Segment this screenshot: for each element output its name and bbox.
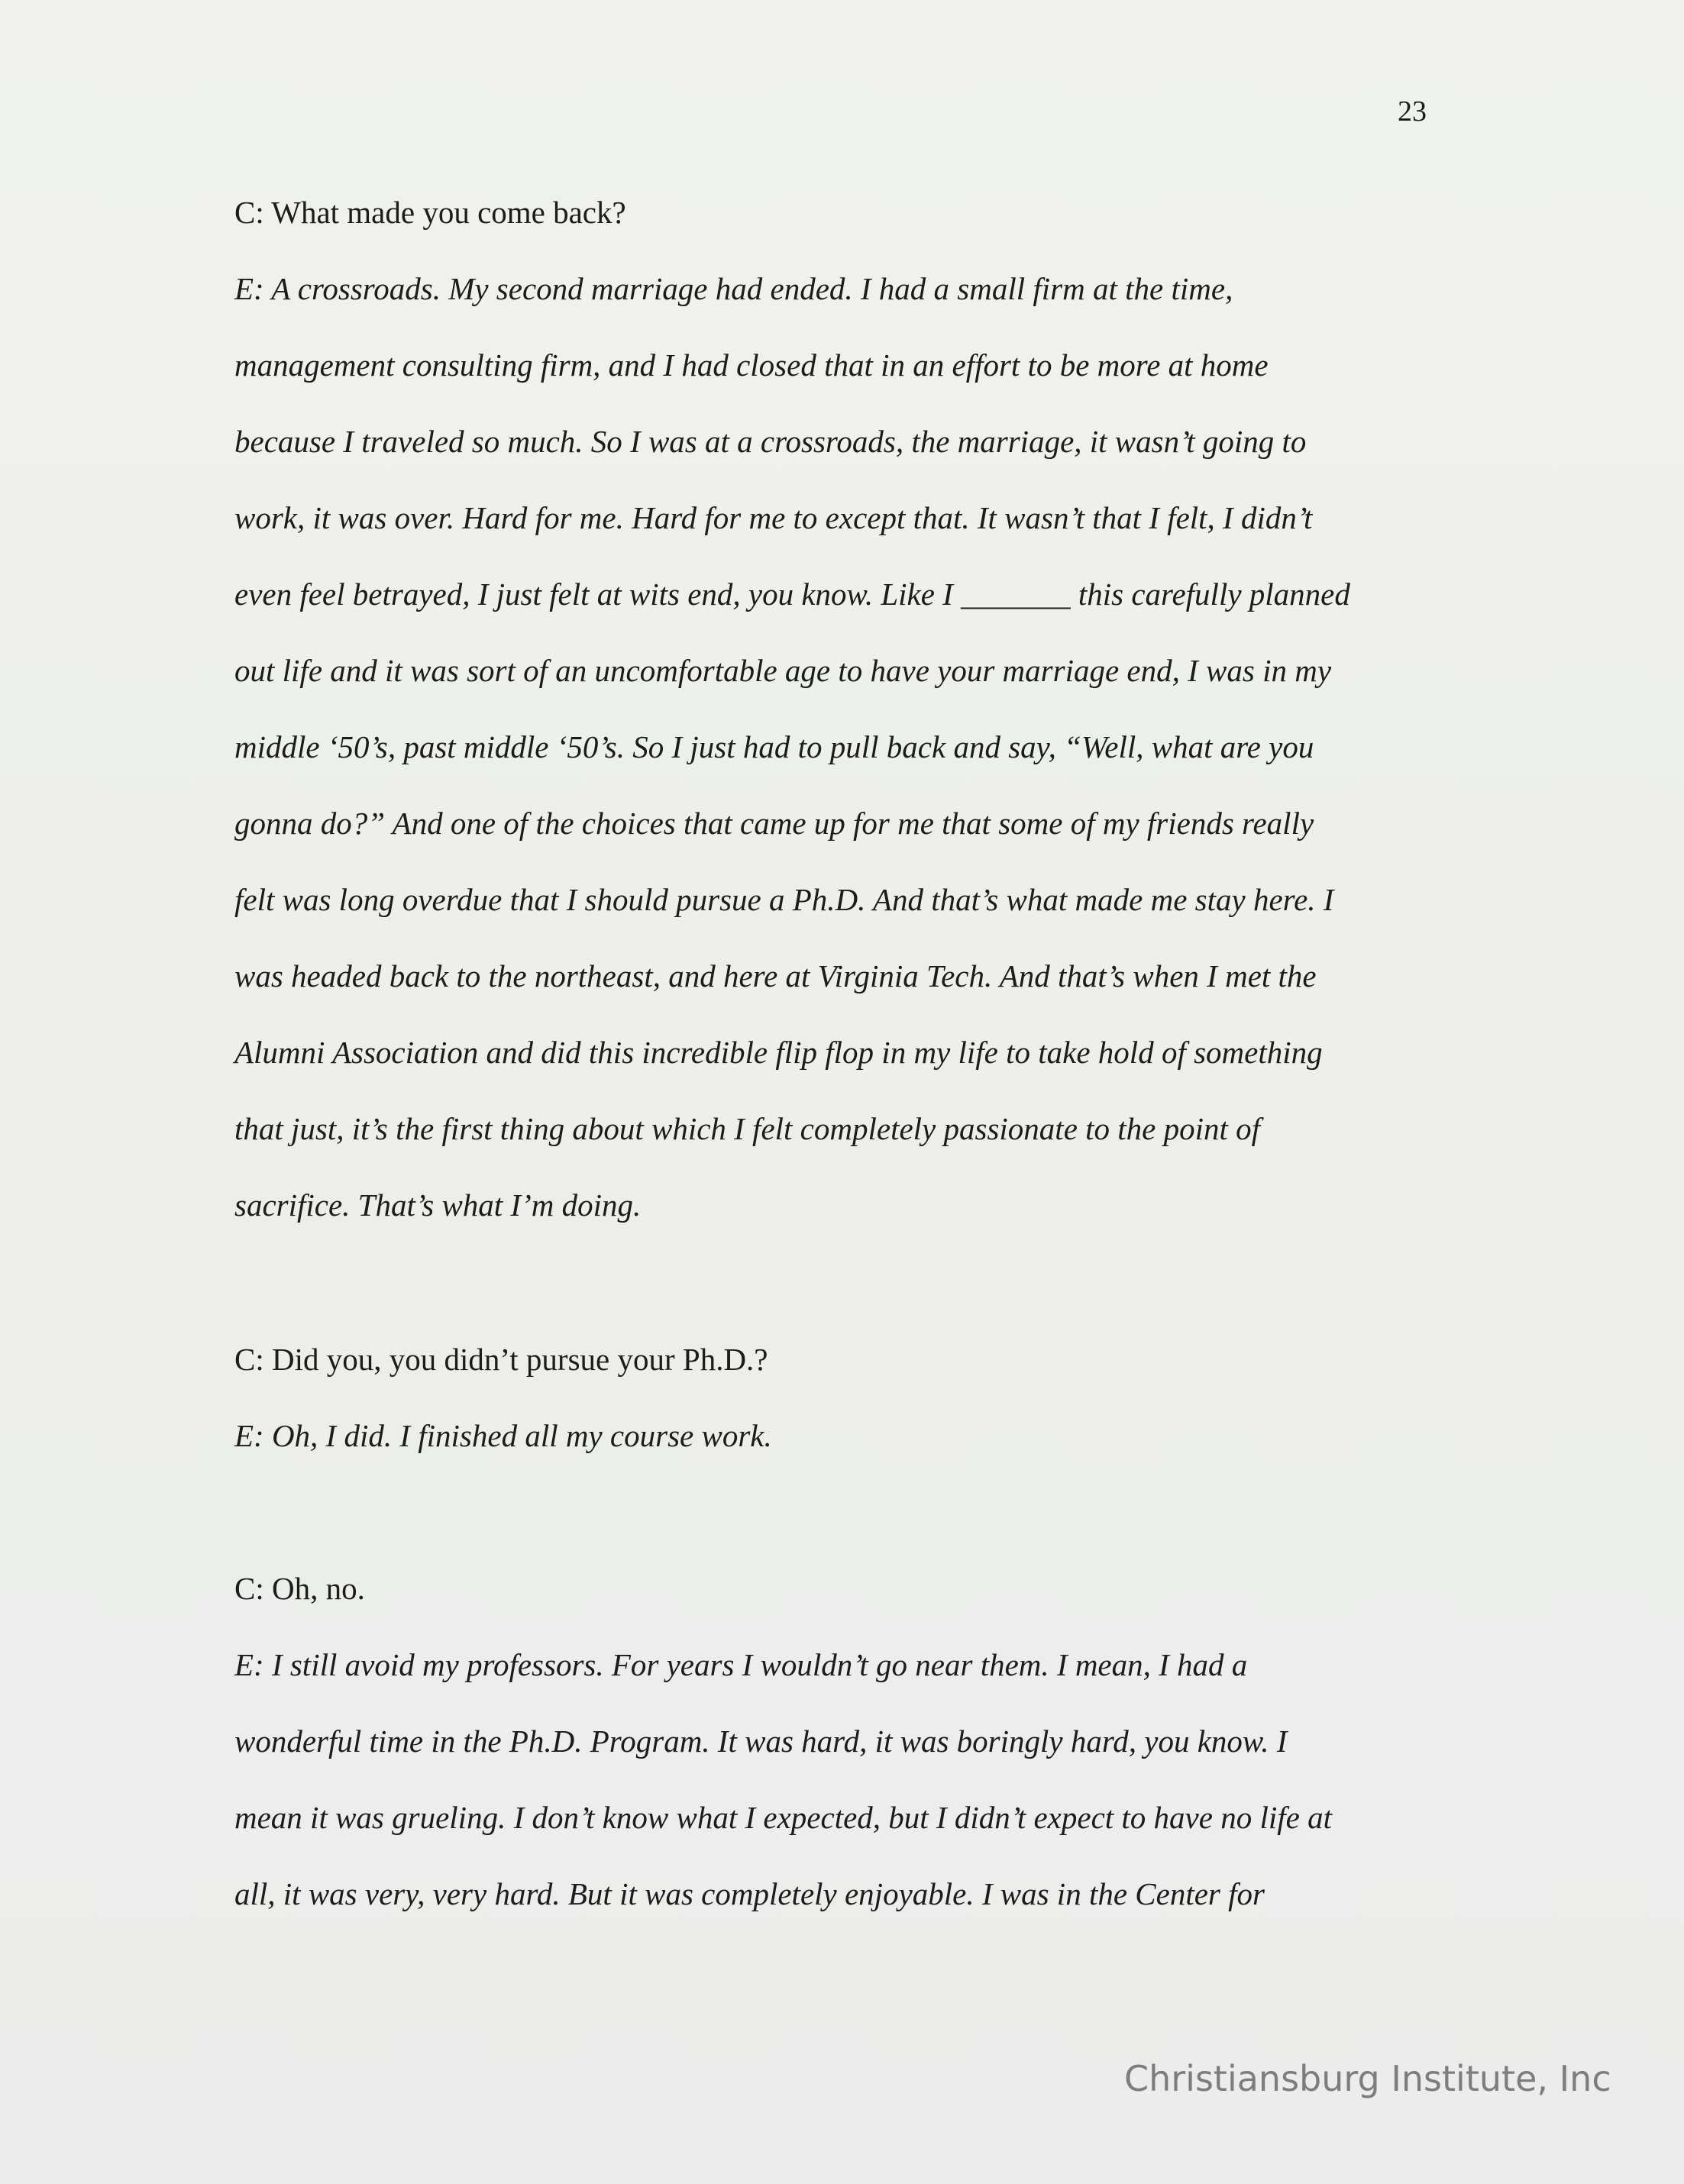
response-line: even feel betrayed, I just felt at wits end, you know. Like I _______ this carefully planned [234, 577, 1350, 612]
response-line: management consulting firm, and I had closed that in an effort to be more at home [234, 347, 1269, 383]
response-line: E: I still avoid my professors. For years I wouldn’t go near them. I mean, I had a [234, 1647, 1248, 1682]
interviewer-question: C: What made you come back? [234, 195, 626, 230]
response-line: middle ‘50’s, past middle ‘50’s. So I just had to pull back and say, “Well, what are you [234, 729, 1314, 764]
response-line: sacrifice. That’s what I’m doing. [234, 1187, 642, 1223]
response-line: wonderful time in the Ph.D. Program. It was hard, it was boringly hard, you know. I [234, 1724, 1288, 1759]
interviewer-question: C: Oh, no. [234, 1571, 365, 1606]
response-line: E: A crossroads. My second marriage had ended. I had a small firm at the time, [234, 271, 1233, 306]
response-line: all, it was very, very hard. But it was completely enjoyable. I was in the Center for [234, 1876, 1265, 1911]
response-line: gonna do?” And one of the choices that came up for me that some of my friends really [234, 806, 1314, 841]
response-line: out life and it was sort of an uncomfortable age to have your marriage end, I was in my [234, 653, 1332, 688]
response-line: felt was long overdue that I should pursue a Ph.D. And that’s what made me stay here. I [234, 882, 1334, 917]
watermark: Christiansburg Institute, Inc [1124, 2058, 1611, 2099]
page-number: 23 [1398, 95, 1427, 128]
response-line: that just, it’s the first thing about which I felt completely passionate to the point of [234, 1111, 1261, 1146]
response-line: was headed back to the northeast, and here at Virginia Tech. And that’s when I met the [234, 958, 1317, 993]
response-line: Alumni Association and did this incredible flip flop in my life to take hold of something [234, 1035, 1323, 1070]
interviewer-question: C: Did you, you didn’t pursue your Ph.D.? [234, 1342, 768, 1377]
response-line: mean it was grueling. I don’t know what I expected, but I didn’t expect to have no life at [234, 1800, 1332, 1835]
response-line: E: Oh, I did. I finished all my course work. [234, 1418, 772, 1453]
response-line: work, it was over. Hard for me. Hard for me to except that. It wasn’t that I felt, I didn’t [234, 500, 1313, 535]
response-line: because I traveled so much. So I was at a crossroads, the marriage, it wasn’t going to [234, 424, 1307, 459]
